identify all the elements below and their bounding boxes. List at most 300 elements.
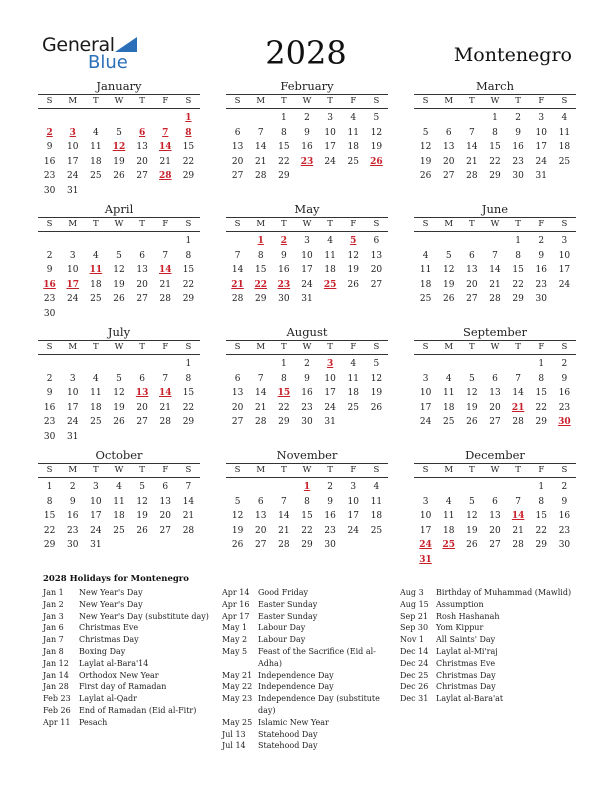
day-cell: 10 bbox=[535, 127, 547, 138]
day-cell: 20 bbox=[489, 525, 501, 536]
day-cell: 21 bbox=[254, 156, 267, 167]
day-cell: 10 bbox=[66, 388, 79, 398]
weekday-label: M bbox=[444, 219, 454, 229]
day-cell: 30 bbox=[324, 540, 336, 550]
day-cell: 3 bbox=[350, 482, 357, 492]
weekday-label: F bbox=[538, 219, 545, 229]
day-cell: 13 bbox=[489, 388, 501, 398]
holidays-title: 2028 Holidays for Montenegro bbox=[43, 574, 189, 584]
day-cell: 27 bbox=[370, 279, 383, 290]
day-cell: 19 bbox=[136, 511, 148, 521]
day-cell: 30 bbox=[512, 171, 524, 181]
day-cell: 9 bbox=[327, 496, 333, 507]
day-cell: 25 bbox=[347, 156, 359, 167]
day-cell: 7 bbox=[515, 373, 521, 384]
day-cell: 16 bbox=[43, 156, 56, 167]
day-cell: 21 bbox=[512, 525, 524, 536]
day-cell: 30 bbox=[558, 540, 571, 550]
day-cell: 13 bbox=[370, 250, 383, 261]
day-cell: 19 bbox=[466, 525, 478, 536]
day-cell: 7 bbox=[185, 482, 192, 492]
day-cell: 7 bbox=[162, 373, 169, 384]
weekday-label: S bbox=[46, 342, 53, 352]
day-cell: 27 bbox=[159, 525, 171, 536]
day-cell: 9 bbox=[515, 127, 521, 138]
month-september bbox=[414, 325, 576, 430]
holiday-entry bbox=[43, 681, 218, 693]
weekday-label: M bbox=[444, 96, 454, 106]
day-cell: 14 bbox=[231, 265, 244, 275]
day-cell: 24 bbox=[66, 171, 79, 181]
weekday-label: T bbox=[327, 342, 333, 352]
holiday-day-cell: 3 bbox=[327, 359, 334, 369]
holiday-day-cell: 23 bbox=[277, 279, 291, 290]
empty-cell bbox=[38, 111, 61, 126]
day-cell: 11 bbox=[324, 250, 336, 261]
day-cell: 19 bbox=[231, 525, 244, 536]
day-cell: 30 bbox=[278, 294, 290, 304]
day-cell: 24 bbox=[324, 156, 336, 167]
weekday-label: T bbox=[93, 465, 99, 475]
day-cell: 7 bbox=[257, 373, 264, 384]
holiday-entry bbox=[43, 611, 218, 623]
holiday-day-cell: 26 bbox=[370, 156, 383, 167]
empty-cell bbox=[507, 480, 530, 495]
day-cell: 25 bbox=[90, 417, 102, 427]
weekday-label: F bbox=[162, 342, 169, 352]
day-cell: 19 bbox=[370, 388, 383, 398]
day-cell: 2 bbox=[327, 482, 333, 492]
day-cell: 22 bbox=[182, 279, 195, 290]
weekday-label: S bbox=[422, 465, 429, 475]
holiday-date: Jul 14 bbox=[222, 741, 246, 751]
holiday-date: May 22 bbox=[222, 682, 253, 692]
day-cell: 19 bbox=[442, 279, 455, 290]
holiday-date: Jan 7 bbox=[43, 635, 64, 645]
day-cell: 12 bbox=[466, 511, 478, 521]
empty-cell bbox=[38, 234, 61, 249]
weekday-label: F bbox=[538, 342, 545, 352]
day-cell: 27 bbox=[442, 171, 455, 181]
day-cell: 19 bbox=[466, 402, 478, 413]
holiday-name: Easter Sunday bbox=[258, 611, 318, 621]
day-cell: 29 bbox=[301, 540, 313, 550]
day-cell: 28 bbox=[159, 294, 171, 304]
holiday-date: May 1 bbox=[222, 623, 248, 633]
day-cell: 13 bbox=[466, 265, 478, 275]
brand-logo bbox=[42, 34, 152, 74]
day-cell: 1 bbox=[280, 359, 287, 369]
weekday-label: T bbox=[327, 219, 333, 229]
day-grid bbox=[414, 232, 576, 307]
day-cell: 24 bbox=[558, 279, 571, 290]
day-cell: 8 bbox=[257, 250, 264, 261]
weekday-label: F bbox=[350, 465, 357, 475]
weekday-label: F bbox=[162, 96, 169, 106]
weekday-label: T bbox=[281, 96, 287, 106]
empty-cell bbox=[507, 357, 530, 372]
day-cell: 17 bbox=[535, 142, 547, 152]
day-cell: 4 bbox=[561, 113, 568, 123]
holiday-entry bbox=[43, 646, 218, 658]
empty-cell bbox=[84, 357, 107, 372]
day-cell: 12 bbox=[466, 388, 478, 398]
month-name: June bbox=[481, 202, 509, 216]
empty-cell bbox=[460, 111, 483, 126]
day-cell: 8 bbox=[185, 250, 192, 261]
weekday-label: F bbox=[350, 219, 357, 229]
day-cell: 27 bbox=[489, 540, 501, 550]
month-january bbox=[38, 79, 200, 198]
weekday-label: W bbox=[114, 465, 124, 475]
weekday-label: T bbox=[515, 96, 521, 106]
day-cell: 11 bbox=[558, 127, 571, 138]
day-cell: 1 bbox=[46, 482, 53, 492]
day-cell: 17 bbox=[347, 511, 359, 521]
day-cell: 11 bbox=[90, 142, 102, 152]
day-cell: 9 bbox=[280, 250, 287, 261]
weekday-label: S bbox=[185, 342, 192, 352]
holiday-name: Independence Day (substitute bbox=[258, 694, 380, 704]
day-cell: 29 bbox=[512, 294, 524, 304]
day-cell: 3 bbox=[538, 113, 545, 123]
holiday-date: Aug 3 bbox=[400, 588, 424, 597]
weekday-header bbox=[226, 94, 388, 109]
day-cell: 20 bbox=[254, 525, 267, 536]
weekday-label: T bbox=[469, 465, 475, 475]
empty-cell bbox=[84, 234, 107, 249]
day-cell: 23 bbox=[512, 156, 524, 167]
holiday-entry bbox=[43, 717, 218, 729]
holiday-day-cell: 15 bbox=[277, 388, 291, 398]
holiday-entry bbox=[400, 658, 580, 670]
holiday-name: Birthday of Muhammad (Mawlid) bbox=[436, 588, 572, 597]
day-cell: 6 bbox=[139, 373, 145, 384]
day-cell: 4 bbox=[445, 373, 452, 384]
empty-cell bbox=[437, 357, 460, 372]
holiday-name: Pesach bbox=[79, 717, 108, 727]
holiday-entry bbox=[222, 622, 392, 634]
day-cell: 28 bbox=[512, 540, 524, 550]
holiday-day-cell: 3 bbox=[69, 127, 76, 138]
holiday-name: All Saints' Day bbox=[436, 635, 496, 645]
holiday-date: Apr 11 bbox=[43, 717, 71, 727]
holiday-entry bbox=[222, 634, 392, 646]
weekday-label: T bbox=[515, 219, 521, 229]
day-cell: 20 bbox=[231, 156, 244, 167]
weekday-label: W bbox=[302, 219, 312, 229]
day-cell: 15 bbox=[535, 511, 547, 521]
holiday-date: Dec 26 bbox=[400, 682, 429, 692]
day-cell: 1 bbox=[185, 359, 192, 369]
day-cell: 24 bbox=[535, 156, 547, 167]
weekday-label: T bbox=[515, 465, 521, 475]
day-cell: 8 bbox=[185, 373, 192, 384]
holiday-day-cell: 28 bbox=[159, 171, 172, 181]
holiday-date: Feb 26 bbox=[43, 705, 71, 715]
weekday-header bbox=[38, 94, 200, 109]
day-cell: 2 bbox=[561, 482, 568, 492]
day-cell: 27 bbox=[136, 294, 148, 304]
day-cell: 31 bbox=[324, 417, 336, 427]
day-cell: 6 bbox=[139, 250, 145, 261]
weekday-label: T bbox=[139, 219, 145, 229]
day-cell: 18 bbox=[370, 511, 383, 521]
holiday-entry bbox=[43, 599, 218, 611]
day-cell: 7 bbox=[280, 496, 287, 507]
day-cell: 30 bbox=[301, 417, 313, 427]
day-cell: 20 bbox=[136, 156, 148, 167]
day-cell: 14 bbox=[512, 388, 524, 398]
day-cell: 7 bbox=[492, 250, 498, 261]
holiday-name: Statehood Day bbox=[258, 741, 318, 751]
day-cell: 14 bbox=[466, 142, 478, 152]
day-cell: 7 bbox=[515, 496, 521, 507]
empty-cell bbox=[226, 480, 249, 495]
holiday-date: Aug 15 bbox=[400, 599, 429, 609]
day-cell: 4 bbox=[92, 373, 99, 384]
day-cell: 20 bbox=[231, 402, 244, 413]
month-name: August bbox=[286, 325, 328, 339]
day-cell: 18 bbox=[347, 142, 359, 152]
weekday-label: M bbox=[68, 465, 78, 475]
day-cell: 6 bbox=[373, 236, 380, 246]
day-cell: 11 bbox=[419, 265, 432, 275]
holiday-day-cell: 31 bbox=[419, 554, 432, 565]
holiday-name: Christmas Day bbox=[436, 682, 496, 692]
holiday-name: Islamic New Year bbox=[258, 717, 329, 727]
day-cell: 4 bbox=[422, 250, 429, 261]
empty-cell bbox=[414, 234, 437, 249]
weekday-label: M bbox=[444, 342, 454, 352]
month-february bbox=[226, 79, 388, 184]
day-cell: 10 bbox=[90, 496, 102, 507]
day-cell: 23 bbox=[43, 294, 56, 304]
day-cell: 4 bbox=[350, 113, 357, 123]
weekday-label: T bbox=[281, 219, 287, 229]
empty-cell bbox=[437, 480, 460, 495]
day-cell: 12 bbox=[231, 511, 244, 521]
day-cell: 14 bbox=[278, 511, 290, 521]
weekday-label: T bbox=[469, 96, 475, 106]
day-cell: 18 bbox=[90, 402, 102, 413]
holiday-date: Apr 14 bbox=[222, 588, 250, 597]
month-may bbox=[226, 202, 388, 307]
weekday-label: T bbox=[93, 342, 99, 352]
day-cell: 17 bbox=[90, 511, 102, 521]
day-cell: 27 bbox=[254, 540, 267, 550]
month-name: March bbox=[476, 79, 514, 93]
holiday-date: May 2 bbox=[222, 635, 248, 645]
day-cell: 26 bbox=[136, 525, 148, 536]
day-cell: 21 bbox=[466, 156, 478, 167]
day-cell: 24 bbox=[66, 294, 79, 304]
day-cell: 23 bbox=[66, 525, 79, 536]
weekday-label: S bbox=[234, 219, 241, 229]
day-cell: 9 bbox=[304, 127, 310, 138]
day-cell: 17 bbox=[66, 402, 79, 413]
weekday-header bbox=[226, 217, 388, 232]
day-cell: 22 bbox=[278, 402, 290, 413]
day-grid bbox=[414, 109, 576, 184]
weekday-label: S bbox=[422, 342, 429, 352]
day-cell: 6 bbox=[445, 127, 452, 138]
holiday-day-cell: 8 bbox=[185, 127, 192, 138]
weekday-label: S bbox=[46, 465, 53, 475]
day-cell: 15 bbox=[278, 142, 290, 152]
holiday-name: Laylat al-Bara'14 bbox=[79, 658, 149, 668]
day-cell: 26 bbox=[442, 294, 455, 304]
day-cell: 11 bbox=[370, 496, 383, 507]
day-cell: 19 bbox=[113, 156, 125, 167]
month-name: September bbox=[462, 325, 528, 339]
weekday-header bbox=[226, 463, 388, 478]
day-cell: 5 bbox=[116, 373, 122, 384]
holiday-date: May 21 bbox=[222, 670, 253, 680]
day-cell: 8 bbox=[538, 373, 545, 384]
weekday-header bbox=[414, 217, 576, 232]
holiday-date: Jan 2 bbox=[43, 599, 64, 609]
holiday-name: Assumption bbox=[436, 599, 484, 609]
day-cell: 16 bbox=[278, 265, 290, 275]
day-cell: 27 bbox=[231, 171, 244, 181]
holiday-date: Jan 12 bbox=[43, 658, 69, 668]
empty-cell bbox=[38, 357, 61, 372]
day-cell: 22 bbox=[278, 156, 290, 167]
day-cell: 20 bbox=[370, 265, 383, 275]
day-cell: 14 bbox=[182, 496, 195, 507]
month-name: January bbox=[96, 79, 142, 93]
day-cell: 9 bbox=[46, 388, 53, 398]
day-cell: 27 bbox=[489, 417, 501, 427]
day-grid bbox=[38, 355, 200, 444]
day-cell: 10 bbox=[419, 388, 432, 398]
holiday-name: Christmas Eve bbox=[79, 623, 139, 633]
day-cell: 10 bbox=[301, 250, 313, 261]
holiday-date: May 5 bbox=[222, 646, 248, 656]
day-cell: 28 bbox=[278, 540, 290, 550]
day-cell: 2 bbox=[561, 359, 568, 369]
holiday-day-cell: 14 bbox=[159, 388, 172, 398]
day-cell: 21 bbox=[159, 279, 171, 290]
day-grid bbox=[38, 109, 200, 198]
day-cell: 18 bbox=[442, 525, 455, 536]
day-cell: 6 bbox=[162, 482, 169, 492]
day-cell: 30 bbox=[535, 294, 547, 304]
day-cell: 23 bbox=[43, 417, 56, 427]
weekday-label: W bbox=[490, 96, 500, 106]
day-cell: 26 bbox=[347, 279, 359, 290]
day-cell: 17 bbox=[324, 388, 336, 398]
day-cell: 21 bbox=[278, 525, 290, 536]
holiday-day-cell: 12 bbox=[112, 142, 126, 152]
day-cell: 5 bbox=[445, 250, 452, 261]
empty-cell bbox=[414, 480, 437, 495]
day-cell: 18 bbox=[558, 142, 571, 152]
holiday-name: Easter Sunday bbox=[258, 599, 318, 609]
day-cell: 29 bbox=[535, 417, 547, 427]
weekday-label: T bbox=[93, 96, 99, 106]
calendar-header bbox=[0, 0, 612, 73]
holiday-day-cell: 21 bbox=[231, 279, 244, 290]
month-name: February bbox=[280, 79, 334, 93]
holiday-date bbox=[222, 658, 258, 670]
day-cell: 6 bbox=[492, 373, 498, 384]
holiday-date: Dec 31 bbox=[400, 694, 429, 704]
weekday-label: F bbox=[162, 465, 169, 475]
weekday-label: S bbox=[561, 342, 568, 352]
day-cell: 3 bbox=[69, 373, 76, 384]
holiday-name: Laylat al-Bara'at bbox=[436, 694, 504, 704]
day-cell: 1 bbox=[280, 113, 287, 123]
day-cell: 11 bbox=[90, 388, 102, 398]
holiday-entry bbox=[400, 587, 580, 599]
day-cell: 8 bbox=[538, 496, 545, 507]
day-cell: 27 bbox=[136, 417, 148, 427]
holiday-column-3 bbox=[400, 587, 580, 705]
day-cell: 9 bbox=[561, 496, 568, 507]
holiday-entry bbox=[222, 646, 392, 658]
weekday-label: F bbox=[538, 96, 545, 106]
day-cell: 10 bbox=[324, 373, 336, 384]
empty-cell bbox=[61, 234, 84, 249]
day-cell: 17 bbox=[66, 156, 79, 167]
holiday-name: Statehood Day bbox=[258, 729, 318, 739]
holiday-day-cell: 17 bbox=[66, 279, 79, 290]
month-name: April bbox=[104, 202, 134, 216]
weekday-label: T bbox=[281, 465, 287, 475]
empty-cell bbox=[414, 357, 437, 372]
day-cell: 17 bbox=[558, 265, 571, 275]
holiday-entry bbox=[222, 681, 392, 693]
day-cell: 15 bbox=[535, 388, 547, 398]
day-cell: 14 bbox=[489, 265, 501, 275]
day-cell: 29 bbox=[535, 540, 547, 550]
weekday-label: S bbox=[422, 96, 429, 106]
day-cell: 8 bbox=[280, 373, 287, 384]
day-cell: 24 bbox=[66, 417, 79, 427]
day-cell: 2 bbox=[46, 250, 53, 261]
day-cell: 2 bbox=[46, 373, 53, 384]
empty-cell bbox=[226, 111, 249, 126]
day-cell: 9 bbox=[46, 265, 53, 275]
weekday-label: T bbox=[327, 96, 333, 106]
holiday-name: Rosh Hashanah bbox=[436, 611, 500, 621]
day-cell: 29 bbox=[182, 294, 195, 304]
empty-cell bbox=[226, 234, 249, 249]
weekday-label: M bbox=[256, 219, 266, 229]
holiday-entry bbox=[222, 740, 392, 752]
holiday-entry bbox=[43, 622, 218, 634]
day-cell: 18 bbox=[347, 388, 359, 398]
empty-cell bbox=[249, 111, 272, 126]
day-cell: 25 bbox=[370, 525, 383, 536]
holiday-entry bbox=[43, 634, 218, 646]
day-cell: 22 bbox=[489, 156, 501, 167]
weekday-label: T bbox=[93, 219, 99, 229]
day-cell: 9 bbox=[561, 373, 568, 384]
holiday-day-cell: 6 bbox=[139, 127, 146, 138]
holiday-name: Labour Day bbox=[258, 623, 306, 633]
day-cell: 24 bbox=[90, 525, 102, 536]
holiday-date: Feb 23 bbox=[43, 694, 71, 704]
day-cell: 14 bbox=[254, 142, 267, 152]
day-grid bbox=[226, 232, 388, 307]
day-cell: 29 bbox=[182, 417, 195, 427]
day-cell: 12 bbox=[442, 265, 455, 275]
day-cell: 14 bbox=[254, 388, 267, 398]
weekday-label: S bbox=[234, 96, 241, 106]
